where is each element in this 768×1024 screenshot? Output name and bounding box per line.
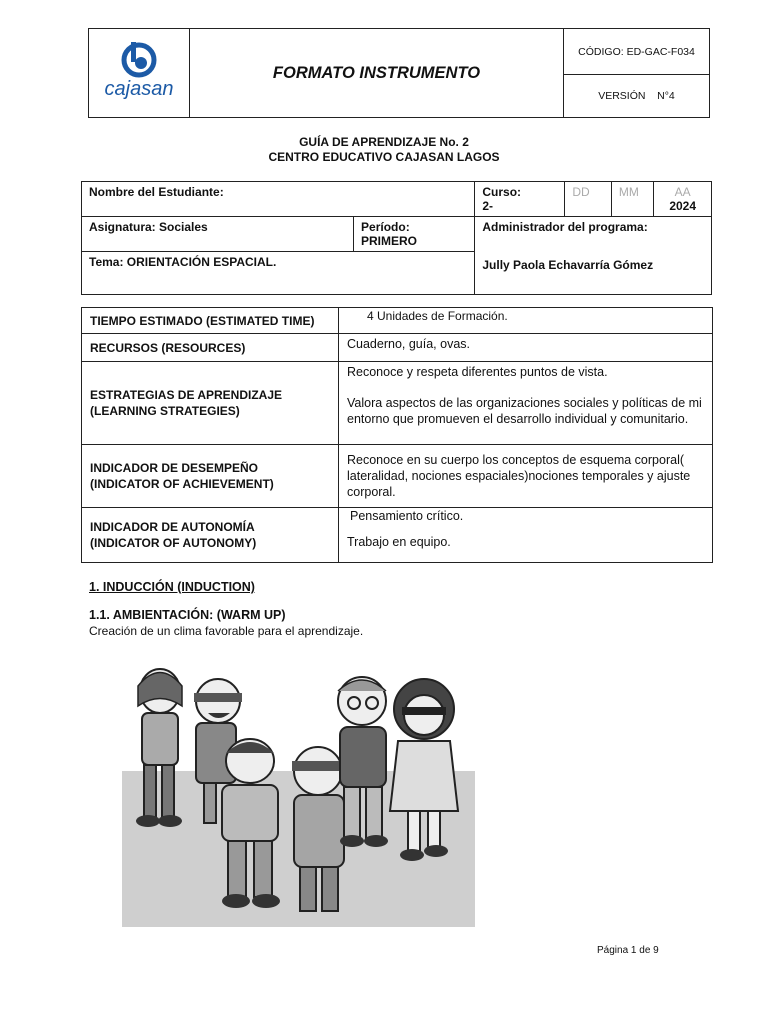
estrategias-value xyxy=(339,362,713,445)
aa-cell xyxy=(654,182,712,217)
curso-label: Curso: xyxy=(482,185,522,199)
children-playing-illustration xyxy=(122,661,475,927)
admin-name: Jully Paola Echavarría Gómez xyxy=(482,258,654,272)
version: VERSIÓN N°4 xyxy=(564,75,710,118)
page-number: Página 1 de 9 xyxy=(597,945,659,956)
curso-cell xyxy=(475,182,565,217)
mm-cell: MM xyxy=(611,182,653,217)
induccion-heading: 1. INDUCCIÓN (INDUCTION) xyxy=(89,580,255,594)
aa-label: AA xyxy=(674,185,691,199)
autonomia-value xyxy=(339,508,713,563)
curso-value: 2- xyxy=(482,199,494,213)
ambientacion-desc: Creación de un clima favorable para el aprendizaje. xyxy=(89,624,364,638)
ambientacion-heading: 1.1. AMBIENTACIÓN: (WARM UP) xyxy=(89,608,286,622)
indicador-value: Reconoce en su cuerpo los conceptos de esquema corporal( lateralidad, nociones espaciales)nociones temporales y ajuste corporal. xyxy=(339,445,713,508)
year-value: 2024 xyxy=(669,199,697,213)
admin-label: Administrador del programa: xyxy=(482,220,648,234)
estrategias-label-1: ESTRATEGIAS DE APRENDIZAJE xyxy=(90,388,283,402)
tiempo-value: 4 Unidades de Formación. xyxy=(339,308,713,334)
tema: Tema: ORIENTACIÓN ESPACIAL. xyxy=(82,252,475,295)
periodo-cell xyxy=(354,217,475,252)
logo-cell xyxy=(89,29,190,118)
autonomia-label-2: (INDICATOR OF AUTONOMY) xyxy=(90,536,257,550)
autonomia-value-2: Trabajo en equipo. xyxy=(347,535,451,549)
tiempo-label: TIEMPO ESTIMADO (ESTIMATED TIME) xyxy=(82,308,339,334)
estrategias-value-2: Valora aspectos de las organizaciones sociales y políticas de mi entorno que promueven el desarrollo individual y comunitario. xyxy=(347,396,702,426)
autonomia-label xyxy=(82,508,339,563)
header-table xyxy=(88,28,710,118)
center-name: CENTRO EDUCATIVO CAJASAN LAGOS xyxy=(268,150,500,164)
estrategias-label xyxy=(82,362,339,445)
autonomia-value-1: Pensamiento crítico. xyxy=(350,509,464,523)
logo-text: cajasan xyxy=(104,77,174,100)
periodo-value: PRIMERO xyxy=(361,234,418,248)
estrategias-label-2: (LEARNING STRATEGIES) xyxy=(90,404,240,418)
strategy-table xyxy=(81,307,713,563)
indicador-label-2: (INDICATOR OF ACHIEVEMENT) xyxy=(90,477,274,491)
admin-cell xyxy=(475,217,712,295)
indicador-label-1: INDICADOR DE DESEMPEÑO xyxy=(90,461,259,475)
recursos-value: Cuaderno, guía, ovas. xyxy=(339,334,713,362)
dd-cell: DD xyxy=(565,182,612,217)
codigo: CÓDIGO: ED-GAC-F034 xyxy=(564,29,710,75)
recursos-label: RECURSOS (RESOURCES) xyxy=(82,334,339,362)
periodo-label: Período: xyxy=(361,220,410,234)
document-title: FORMATO INSTRUMENTO xyxy=(190,29,564,118)
asignatura: Asignatura: Sociales xyxy=(82,217,354,252)
cajasan-logo-icon xyxy=(94,36,184,106)
estrategias-value-1: Reconoce y respeta diferentes puntos de vista. xyxy=(347,365,608,379)
student-info-table xyxy=(81,181,712,295)
indicador-label xyxy=(82,445,339,508)
guide-title: GUÍA DE APRENDIZAJE No. 2 xyxy=(299,135,469,149)
autonomia-label-1: INDICADOR DE AUTONOMÍA xyxy=(90,520,255,534)
student-name-label: Nombre del Estudiante: xyxy=(82,182,475,217)
